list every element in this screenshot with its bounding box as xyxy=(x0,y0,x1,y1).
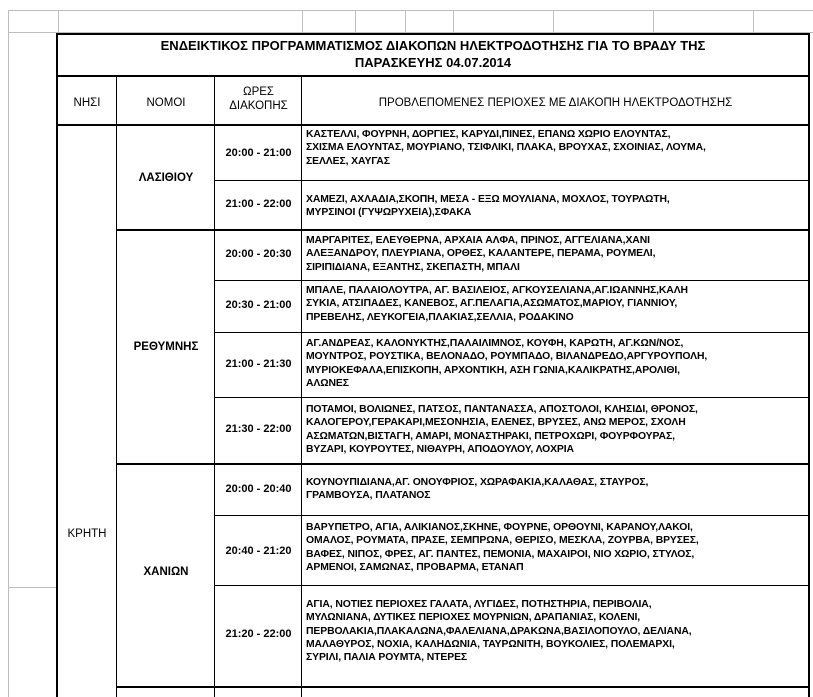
time-cell: 20:00 - 21:00 xyxy=(225,147,292,159)
areas-line: ΜΑΡΓΑΡΙΤΕΣ, ΕΛΕΥΘΕΡΝΑ, ΑΡΧΑΙΑ ΑΛΦΑ, ΠΡΙΝΟΣ, ΑΓΓΕΛΙΑΝΑ,ΧΑΝΙ xyxy=(306,235,650,246)
time-cell: 20:00 - 20:40 xyxy=(225,483,292,495)
row-divider xyxy=(214,280,810,281)
areas-cell xyxy=(306,128,802,168)
areas-cell xyxy=(306,476,802,503)
areas-line: ΑΓ.ΑΝΔΡΕΑΣ, ΚΑΛΟΝΥΚΤΗΣ,ΠΑΛΑΙΛΙΜΝΟΣ, ΚΟΥΦΗ, ΚΑΡΩΤΗ, ΑΓ.ΚΩΝ/ΝΟΣ, xyxy=(306,338,684,349)
header-hours-line-2: ΔΙΑΚΟΠΗΣ xyxy=(229,100,288,112)
areas-line: ΣΕΛΛΕΣ, ΧΑΥΓΑΣ xyxy=(306,155,390,167)
column-divider xyxy=(214,77,215,697)
row-divider xyxy=(214,332,810,333)
sheet-gridline xyxy=(753,10,754,33)
areas-line: ΣΥΡΙΛΙ, ΠΑΛΙΑ ΡΟΥΜΤΑ, ΝΤΕΡΕΣ xyxy=(306,652,468,664)
prefecture-rethymno: ΡΕΘΥΜΝΗΣ xyxy=(133,341,199,353)
areas-line: ΑΛΩΝΕΣ xyxy=(306,377,349,389)
areas-line: ΟΜΑΛΟΣ, ΡΟΥΜΑΤΑ, ΠΡΑΣΕ, ΣΕΜΠΡΩΝΑ, ΘΕΡΙΣΟ, ΜΕΣΚΛΑ, ΖΟΥΡΒΑ, ΒΡΥΣΕΣ, xyxy=(306,535,699,547)
sheet-gridline xyxy=(405,10,406,33)
header-island: ΝΗΣΙ xyxy=(73,97,101,109)
areas-line: ΣΙΡΙΠΙΔΙΑΝΑ, ΕΞΑΝΤΗΣ, ΣΚΕΠΑΣΤΗ, ΜΠΑΛΙ xyxy=(306,261,520,273)
row-divider xyxy=(214,180,810,181)
areas-line: ΑΛΕΞΑΝΔΡΟΥ, ΠΛΕΥΡΙΑΝΑ, ΟΡΘΕΣ, ΚΑΛΑΝΤΕΡΕ, ΠΕΡΑΜΑ, ΡΟΥΜΕΛΙ, xyxy=(306,248,656,260)
areas-cell xyxy=(306,521,802,574)
column-divider xyxy=(116,77,117,697)
areas-line: ΚΟΥΝΟΥΠΙΔΙΑΝΑ,ΑΓ. ΟΝΟΥΦΡΙΟΣ, ΧΩΡΑΦΑΚΙΑ,ΚΑΛΑΘΑΣ, ΣΤΑΥΡΟΣ, xyxy=(306,477,649,488)
sheet-gridline xyxy=(553,10,554,33)
areas-line: ΣΥΚΙΑ, ΑΤΣΙΠΑΔΕΣ, ΚΑΝΕΒΟΣ, ΑΓ.ΠΕΛΑΓΙΑ,ΑΣΩΜΑΤΟΣ,ΜΑΡΙΟΥ, ΓΙΑΝΝΙΟΥ, xyxy=(306,298,678,310)
header-areas: ΠΡΟΒΛΕΠΟΜΕΝΕΣ ΠΕΡΙΟΧΕΣ ΜΕ ΔΙΑΚΟΠΗ ΗΛΕΚΤΡΟΔΟΤΗΣΗΣ xyxy=(378,97,733,109)
areas-line: ΜΥΡΙΟΚΕΦΑΛΑ,ΕΠΙΣΚΟΠΗ, ΑΡΧΟΝΤΙΚΗ, ΑΣΗ ΓΩΝΙΑ,ΚΑΛΙΚΡΑΤΗΣ,ΑΡΟΛΙΘΙ, xyxy=(306,364,680,376)
areas-line: ΜΠΑΛΕ, ΠΑΛΑΙΟΛΟΥΤΡΑ, ΑΓ. ΒΑΣΙΛΕΙΟΣ, ΑΓΚΟΥΣΕΛΙΑΝΑ,ΑΓ.ΙΩΑΝΝΗΣ,ΚΑΛΗ xyxy=(306,285,688,296)
areas-line: ΒΥΖΑΡΙ, ΚΟΥΡΟΥΤΕΣ, ΝΙΘΑΥΡΗ, ΑΠΟΔΟΥΛΟΥ, ΛΟΧΡΙΑ xyxy=(306,443,574,455)
sheet-gridline xyxy=(302,10,303,33)
title-line-2: ΠΑΡΑΣΚΕΥΗΣ 04.07.2014 xyxy=(354,55,512,70)
island-cell: ΚΡΗΤΗ xyxy=(67,528,107,540)
areas-line: ΚΑΛΟΓΕΡΟΥ,ΓΕΡΑΚΑΡΙ,ΜΕΣΟΝΗΣΙΑ, ΕΛΕΝΕΣ, ΒΡΥΣΕΣ, ΑΝΩ ΜΕΡΟΣ, ΣΧΟΛΗ xyxy=(306,417,686,429)
areas-line: ΒΑΡΥΠΕΤΡΟ, ΑΓΙΑ, ΑΛΙΚΙΑΝΟΣ,ΣΚΗΝΕ, ΦΟΥΡΝΕ, ΟΡΘΟΥΝΙ, ΚΑΡΑΝΟΥ,ΛΑΚΟΙ, xyxy=(306,522,693,533)
areas-line: ΑΡΜΕΝΟΙ, ΣΑΜΩΝΑΣ, ΠΡΟΒΑΡΜΑ, ΕΤΑΝΑΠ xyxy=(306,561,524,573)
areas-cell xyxy=(306,234,802,274)
areas-line: ΑΣΩΜΑΤΩΝ,ΒΙΣΤΑΓΗ, ΑΜΑΡΙ, ΜΟΝΑΣΤΗΡΑΚΙ, ΠΕΤΡΟΧΩΡΙ, ΦΟΥΡΦΟΥΡΑΣ, xyxy=(306,430,675,442)
row-divider xyxy=(214,585,810,586)
row-divider xyxy=(214,515,810,516)
areas-line: ΣΧΙΣΜΑ ΕΛΟΥΝΤΑΣ, ΜΟΥΡΙΑΝΟ, ΤΣΙΦΛΙΚΙ, ΠΛΑΚΑ, ΒΡΟΥΧΑΣ, ΣΧΟΙΝΙΑΣ, ΛΟΥΜΑ, xyxy=(306,142,706,154)
time-cell: 20:00 - 20:30 xyxy=(225,248,292,260)
areas-line: ΚΑΣΤΕΛΛΙ, ΦΟΥΡΝΗ, ΔΟΡΓΙΕΣ, ΚΑΡΥΔΙ,ΠΙΝΕΣ, ΕΠΑΝΩ ΧΩΡΙΟ ΕΛΟΥΝΤΑΣ, xyxy=(306,129,671,140)
prefecture-lasithi: ΛΑΣΙΘΙΟΥ xyxy=(138,172,194,184)
time-cell: 20:30 - 21:00 xyxy=(225,299,292,311)
group-divider xyxy=(116,463,810,465)
sheet-gridline xyxy=(453,10,454,33)
column-divider xyxy=(301,77,302,697)
prefecture-chania: ΧΑΝΙΩΝ xyxy=(143,566,189,578)
sheet-gridline xyxy=(8,587,56,588)
header-hours xyxy=(216,85,301,113)
header-prefecture: ΝΟΜΟΙ xyxy=(146,97,186,109)
areas-cell xyxy=(306,193,802,220)
areas-line: ΓΡΑΜΒΟΥΣΑ, ΠΛΑΤΑΝΟΣ xyxy=(306,490,431,502)
time-cell: 20:40 - 21:20 xyxy=(225,545,292,557)
areas-cell xyxy=(306,598,802,664)
areas-line: ΑΓΙΑ, ΝΟΤΙΕΣ ΠΕΡΙΟΧΕΣ ΓΑΛΑΤΑ, ΛΥΓΙΔΕΣ, ΠΟΤΗΣΤΗΡΙΑ, ΠΕΡΙΒΟΛΙΑ, xyxy=(306,599,652,610)
areas-line: ΜΥΛΩΝΙΑΝΑ, ΔΥΤΙΚΕΣ ΠΕΡΙΟΧΕΣ ΜΟΥΡΝΙΩΝ, ΔΡΑΠΑΝΙΑΣ, ΚΟΛΕΝΙ, xyxy=(306,612,641,624)
areas-cell xyxy=(306,403,802,456)
areas-line: ΜΑΛΑΘΥΡΟΣ, ΝΟΧΙΑ, ΚΑΛΗΔΩΝΙΑ, ΤΑΥΡΩΝΙΤΗ, ΒΟΥΚΟΛΙΕΣ, ΠΟΛΕΜΑΡΧΙ, xyxy=(306,638,675,650)
time-cell: 21:00 - 22:00 xyxy=(225,198,292,210)
areas-line: ΠΡΕΒΕΛΗΣ, ΛΕΥΚΟΓΕΙΑ,ΠΛΑΚΙΑΣ,ΣΕΛΛΙΑ, ΡΟΔΑΚΙΝΟ xyxy=(306,311,574,323)
areas-line: ΠΕΡΒΟΛΑΚΙΑ,ΠΛΑΚΑΛΩΝΑ,ΦΑΛΕΛΙΑΝΑ,ΔΡΑΚΩΝΑ,ΒΑΣΙΛΟΠΟΥΛΟ, ΔΕΛΙΑΝΑ, xyxy=(306,625,692,637)
title-divider xyxy=(56,75,810,77)
sheet-gridline xyxy=(8,10,813,11)
sheet-gridline xyxy=(355,10,356,33)
document-title xyxy=(58,37,808,71)
time-cell: 21:20 - 22:00 xyxy=(225,628,292,640)
areas-line: ΧΑΜΕΖΙ, ΑΧΛΑΔΙΑ,ΣΚΟΠΗ, ΜΕΣΑ - ΕΞΩ ΜΟΥΛΙΑΝΑ, ΜΟΧΛΟΣ, ΤΟΥΡΛΩΤΗ, xyxy=(306,194,670,205)
areas-line: ΠΟΤΑΜΟΙ, ΒΟΛΙΩΝΕΣ, ΠΑΤΣΟΣ, ΠΑΝΤΑΝΑΣΣΑ, ΑΠΟΣΤΟΛΟΙ, ΚΛΗΣΙΔΙ, ΘΡΟΝΟΣ, xyxy=(306,404,698,415)
group-divider xyxy=(116,229,810,231)
areas-line: ΒΑΦΕΣ, ΝΙΠΟΣ, ΦΡΕΣ, ΑΓ. ΠΑΝΤΕΣ, ΠΕΜΟΝΙΑ, ΜΑΧΑΙΡΟΙ, ΝΙΟ ΧΩΡΙΟ, ΣΤΥΛΟΣ, xyxy=(306,548,695,560)
title-line-1: ΕΝΔΕΙΚΤΙΚΟΣ ΠΡΟΓΡΑΜΜΑΤΙΣΜΟΣ ΔΙΑΚΟΠΩΝ ΗΛΕΚΤΡΟΔΟΤΗΣΗΣ ΓΙΑ ΤΟ ΒΡΑΔΥ ΤΗΣ xyxy=(160,38,706,53)
areas-cell xyxy=(306,284,802,324)
areas-line: ΜΥΡΣΙΝΟΙ (ΓΥΨΩΡΥΧΕΙΑ),ΣΦΑΚΑ xyxy=(306,207,472,219)
group-divider xyxy=(116,686,810,688)
areas-line: ΜΟΥΝΤΡΟΣ, ΡΟΥΣΤΙΚΑ, ΒΕΛΟΝΑΔΟ, ΡΟΥΜΠΑΔΟ, ΒΙΛΑΝΔΡΕΔΟ,ΑΡΓΥΡΟΥΠΟΛΗ, xyxy=(306,351,708,363)
time-cell: 21:30 - 22:00 xyxy=(225,423,292,435)
row-divider xyxy=(214,397,810,398)
time-cell: 21:00 - 21:30 xyxy=(225,358,292,370)
areas-cell xyxy=(306,337,802,390)
header-divider xyxy=(56,124,810,126)
header-hours-line-1: ΩΡΕΣ xyxy=(242,86,275,98)
sheet-gridline xyxy=(8,10,9,697)
sheet-gridline xyxy=(653,10,654,33)
sheet-gridline xyxy=(58,10,59,33)
